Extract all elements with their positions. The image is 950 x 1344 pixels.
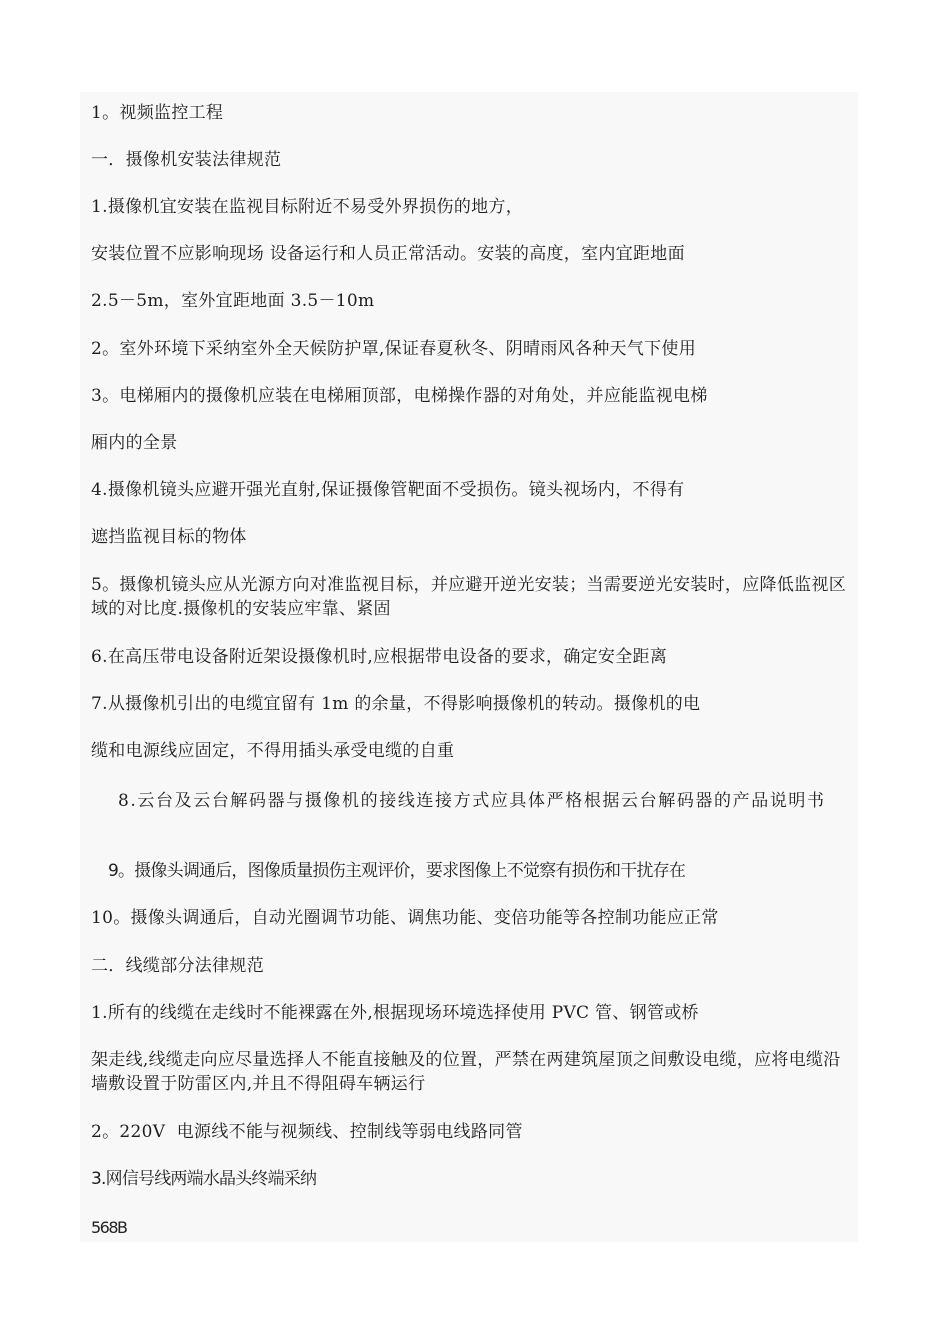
paragraph-line: 4.摄像机镜头应避开强光直射,保证摄像管靶面不受损伤。镜头视场内，不得有 bbox=[91, 480, 685, 500]
paragraph-line: 2。室外环境下采纳室外全天候防护罩,保证春夏秋冬、阴晴雨风各种天气下使用 bbox=[91, 339, 697, 359]
paragraph-line: 8.云台及云台解码器与摄像机的接线连接方式应具体严格根据云台解码器的产品说明书 bbox=[118, 791, 826, 811]
paragraph-line: 5。摄像机镜头应从光源方向对准监视目标，并应避开逆光安装；当需要逆光安装时，应降低监视区域的对比度.摄像机的安装应牢靠、紧固 bbox=[91, 575, 847, 619]
paragraph-line: 2.5－5m，室外宜距地面 3.5－10m bbox=[91, 291, 375, 311]
paragraph-line: 3。电梯厢内的摄像机应装在电梯厢顶部，电梯操作器的对角处，并应能监视电梯 bbox=[91, 386, 708, 406]
document-title: 1。视频监控工程 bbox=[91, 103, 224, 123]
paragraph-line: 1.摄像机宜安装在监视目标附近不易受外界损伤的地方， bbox=[91, 197, 524, 217]
paragraph-line: 10。摄像头调通后，自动光圈调节功能、调焦功能、变倍功能等各控制功能应正常 bbox=[91, 908, 719, 928]
paragraph-line: 1.所有的线缆在走线时不能裸露在外,根据现场环境选择使用 PVC 管、钢管或桥 bbox=[91, 1003, 699, 1023]
section-heading-cabling: 二．线缆部分法律规范 bbox=[91, 956, 264, 976]
paragraph-line: 2。220V 电源线不能与视频线、控制线等弱电线路同管 bbox=[91, 1122, 523, 1142]
paragraph-line: 遮挡监视目标的物体 bbox=[91, 527, 247, 547]
paragraph-line: 安装位置不应影响现场 设备运行和人员正常活动。安装的高度，室内宜距地面 bbox=[91, 244, 685, 264]
paragraph-line: 9。摄像头调通后，图像质量损伤主观评价，要求图像上不觉察有损伤和干扰存在 bbox=[108, 861, 686, 881]
paragraph-line: 3.网信号线两端水晶头终端采纳 bbox=[91, 1169, 317, 1189]
paragraph-line: 厢内的全景 bbox=[91, 433, 178, 453]
paragraph-line: 缆和电源线应固定，不得用插头承受电缆的自重 bbox=[91, 741, 455, 761]
paragraph-line: 6.在高压带电设备附近架设摄像机时,应根据带电设备的要求，确定安全距离 bbox=[91, 647, 668, 667]
section-heading-camera-installation: 一．摄像机安装法律规范 bbox=[91, 150, 282, 170]
paragraph-line: 架走线,线缆走向应尽量选择人不能直接触及的位置，严禁在两建筑屋顶之间敷设电缆，应将电缆沿墙敷设置于防雷区内,并且不得阻碍车辆运行 bbox=[91, 1050, 841, 1094]
paragraph-line: 7.从摄像机引出的电缆宜留有 1m 的余量，不得影响摄像机的转动。摄像机的电 bbox=[91, 694, 701, 714]
connector-standard-code: 568B bbox=[91, 1218, 127, 1237]
